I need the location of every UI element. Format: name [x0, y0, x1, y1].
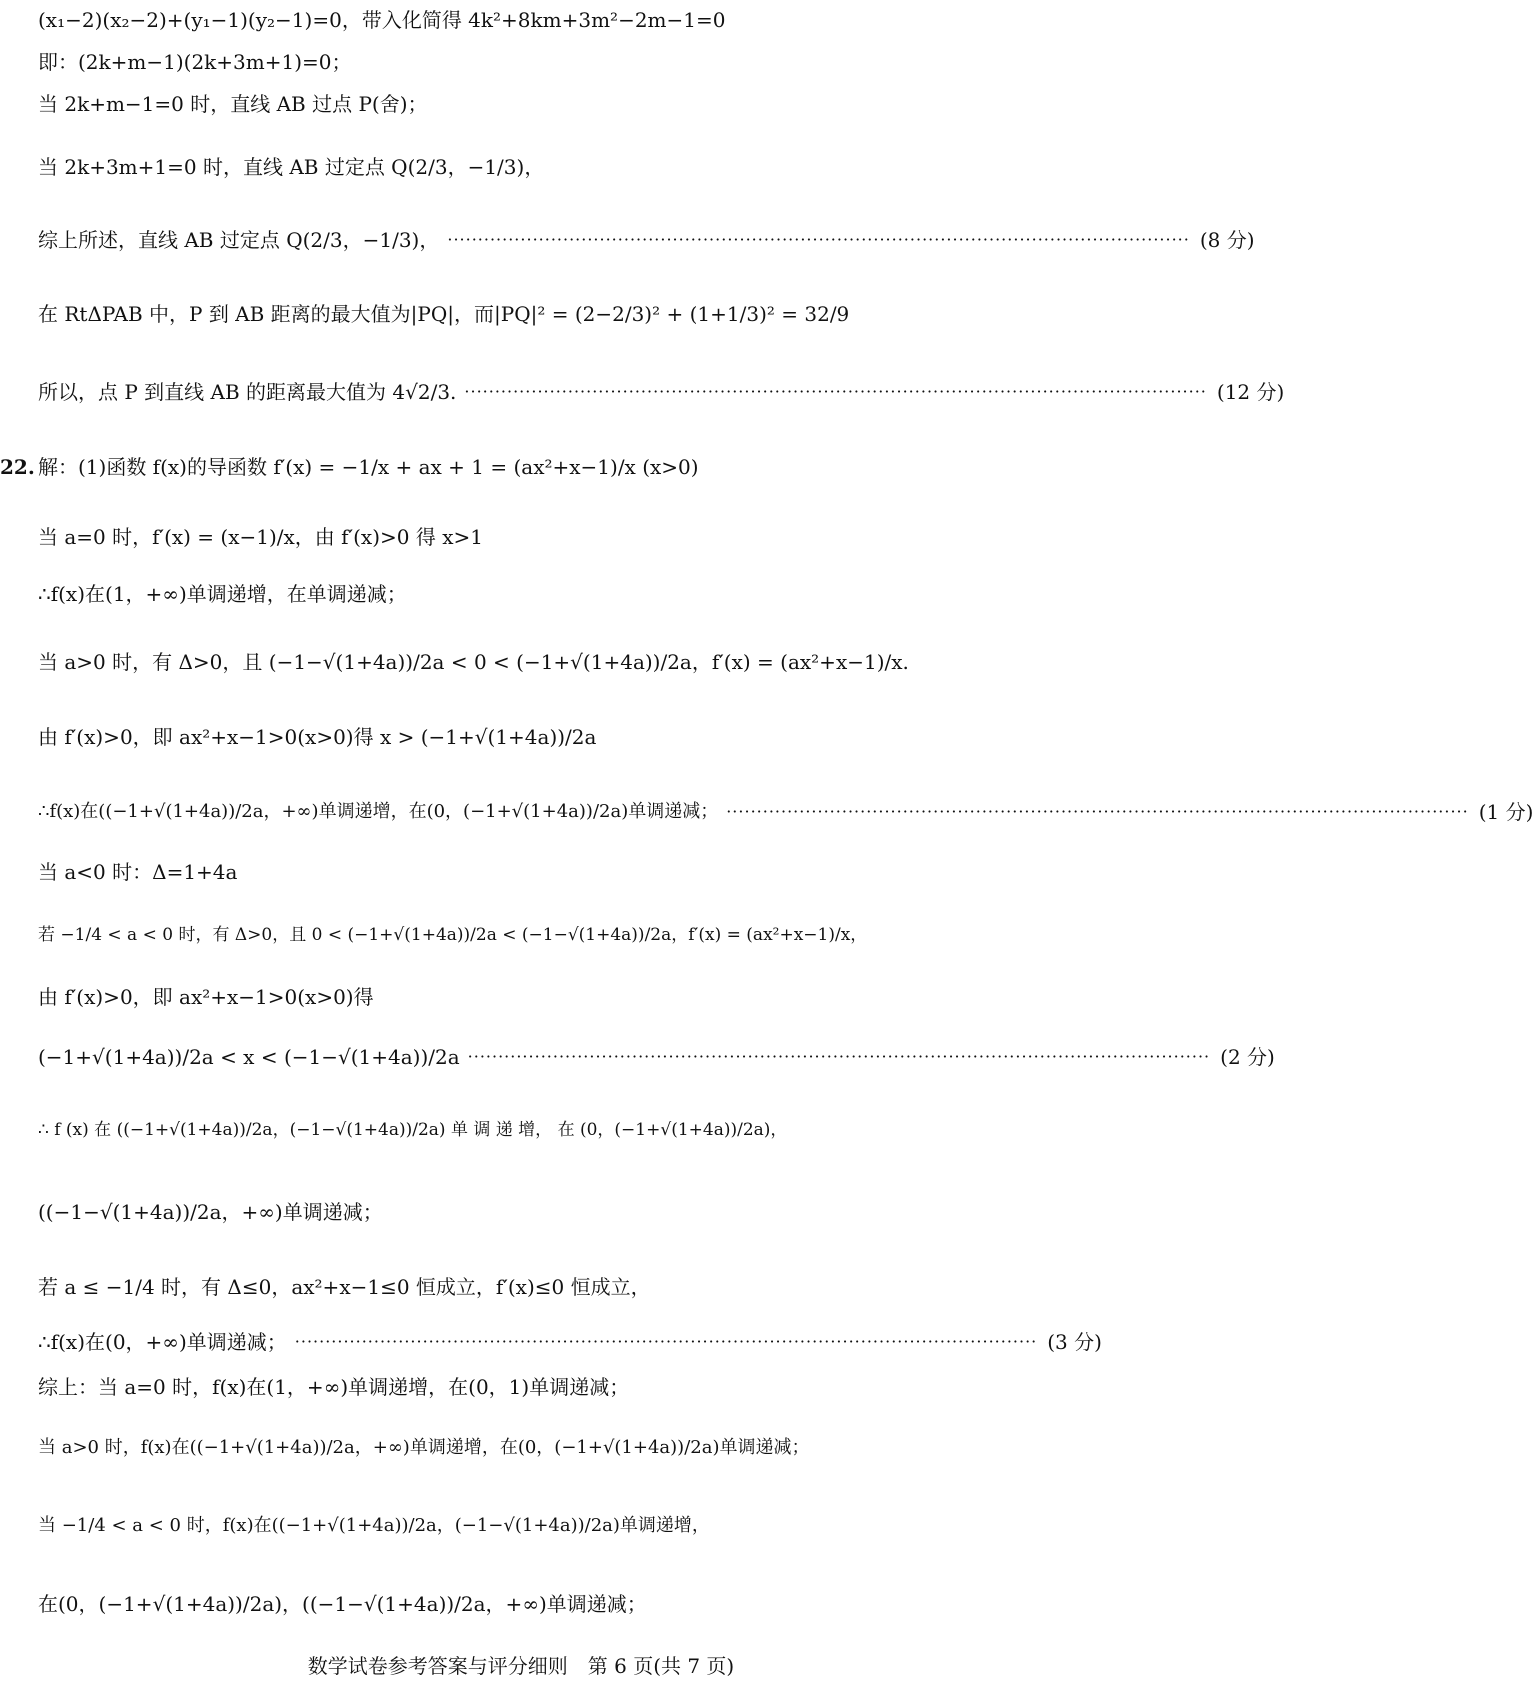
text-line: [38, 860, 1024, 884]
line-text: 综上所述，直线 AB 过定点 Q(2/3，−1/3)，: [38, 228, 440, 252]
score-label: (3 分): [1047, 1330, 1102, 1354]
line-text: 当 a=0 时，f′(x) = (x−1)/x，由 f′(x)>0 得 x>1: [38, 525, 483, 549]
text-line: [38, 302, 1024, 326]
score-label: (8 分): [1199, 228, 1255, 252]
line-text: 若 a ≤ −1/4 时，有 Δ≤0，ax²+x−1≤0 恒成立，f′(x)≤0 恒成立，: [38, 1275, 651, 1299]
line-text: 在 RtΔPAB 中，P 到 AB 距离的最大值为|PQ|，而|PQ|² = (2−2/3)² + (1+1/3)² = 32/9: [38, 302, 850, 326]
text-line: [38, 92, 1024, 116]
line-text: (x₁−2)(x₂−2)+(y₁−1)(y₂−1)=0，带入化简得 4k²+8km+3m²−2m−1=0: [38, 8, 726, 32]
line-text: 当 2k+m−1=0 时，直线 AB 过点 P(舍)；: [38, 92, 428, 116]
text-line: [38, 380, 1285, 404]
leader-dots: ··························································································································: [294, 1332, 1038, 1352]
line-text: 当 2k+3m+1=0 时，直线 AB 过定点 Q(2/3，−1/3)，: [38, 155, 545, 179]
line-text: 解：(1)函数 f(x)的导函数 f′(x) = −1/x + ax + 1 = (ax²+x−1)/x (x>0): [38, 455, 699, 479]
text-line: [38, 725, 1024, 749]
line-text: ∴f(x)在(0，+∞)单调递减；: [38, 1330, 287, 1354]
leader-dots: ··························································································································: [464, 382, 1207, 402]
text-line: [38, 228, 1255, 252]
text-line: [38, 582, 1024, 606]
text-line: [38, 1045, 1275, 1069]
text-line: [38, 50, 1024, 74]
text-line: [38, 800, 1533, 824]
line-text: 当 a<0 时：Δ=1+4a: [38, 860, 238, 884]
text-line: [38, 525, 1024, 549]
text-line: [38, 155, 1024, 179]
line-text: 即：(2k+m−1)(2k+3m+1)=0；: [38, 50, 352, 74]
line-text: ∴f(x)在(1，+∞)单调递增，在单调递减；: [38, 582, 407, 606]
line-text: 所以，点 P 到直线 AB 的距离最大值为 4√2/3.: [38, 380, 457, 404]
line-text: 在(0，(−1+√(1+4a))/2a)，((−1−√(1+4a))/2a，+∞)单调递减；: [38, 1592, 647, 1616]
text-line: [38, 8, 1024, 32]
line-text: ∴f(x)在((−1+√(1+4a))/2a，+∞)单调递增，在(0，(−1+√(1+4a))/2a)单调递减；: [38, 801, 719, 823]
text-line: [38, 1375, 1024, 1399]
leader-dots: ··························································································································: [467, 1047, 1211, 1067]
text-line: [38, 1515, 1024, 1537]
page-footer: 数学试卷参考答案与评分细则 第 6 页(共 7 页): [307, 1654, 735, 1678]
line-text: ((−1−√(1+4a))/2a，+∞)单调递减；: [38, 1200, 383, 1224]
line-text: 由 f′(x)>0，即 ax²+x−1>0(x>0)得: [38, 985, 374, 1009]
leader-dots: ··························································································································: [447, 230, 1190, 250]
text-line: [38, 1437, 1024, 1459]
line-text: 若 −1/4 < a < 0 时，有 Δ>0，且 0 < (−1+√(1+4a))/2a < (−1−√(1+4a))/2a，f′(x) = (ax²+x−1)/x，: [38, 925, 868, 945]
text-line: [38, 1200, 1024, 1224]
text-line: [38, 985, 1024, 1009]
text-line: [38, 650, 1024, 674]
line-text: 综上：当 a=0 时，f(x)在(1，+∞)单调递增，在(0，1)单调递减；: [38, 1375, 630, 1399]
line-text: 由 f′(x)>0，即 ax²+x−1>0(x>0)得 x > (−1+√(1+4a))/2a: [38, 725, 597, 749]
text-line: [38, 925, 1024, 945]
line-text: 当 −1/4 < a < 0 时，f(x)在((−1+√(1+4a))/2a，(−1−√(1+4a))/2a)单调递增，: [38, 1515, 710, 1536]
text-line: [0, 455, 1024, 479]
score-label: (12 分): [1216, 380, 1285, 404]
text-line: [38, 1275, 1024, 1299]
question-number: 22.: [0, 455, 35, 479]
text-line: [38, 1330, 1102, 1354]
score-label: (2 分): [1220, 1045, 1275, 1069]
line-text: 当 a>0 时，f(x)在((−1+√(1+4a))/2a，+∞)单调递增，在(0，(−1+√(1+4a))/2a)单调递减；: [38, 1437, 810, 1458]
score-label: (1 分): [1478, 800, 1533, 824]
line-text: (−1+√(1+4a))/2a < x < (−1−√(1+4a))/2a: [38, 1045, 460, 1069]
line-text: 当 a>0 时，有 Δ>0，且 (−1−√(1+4a))/2a < 0 < (−1+√(1+4a))/2a，f′(x) = (ax²+x−1)/x.: [38, 650, 909, 674]
text-line: [38, 1120, 1024, 1140]
line-text: ∴ f (x) 在 ((−1+√(1+4a))/2a，(−1−√(1+4a))/2a) 单 调 递 增， 在 (0，(−1+√(1+4a))/2a)，: [38, 1120, 788, 1140]
leader-dots: ··························································································································: [726, 802, 1469, 822]
text-line: [38, 1592, 1024, 1616]
